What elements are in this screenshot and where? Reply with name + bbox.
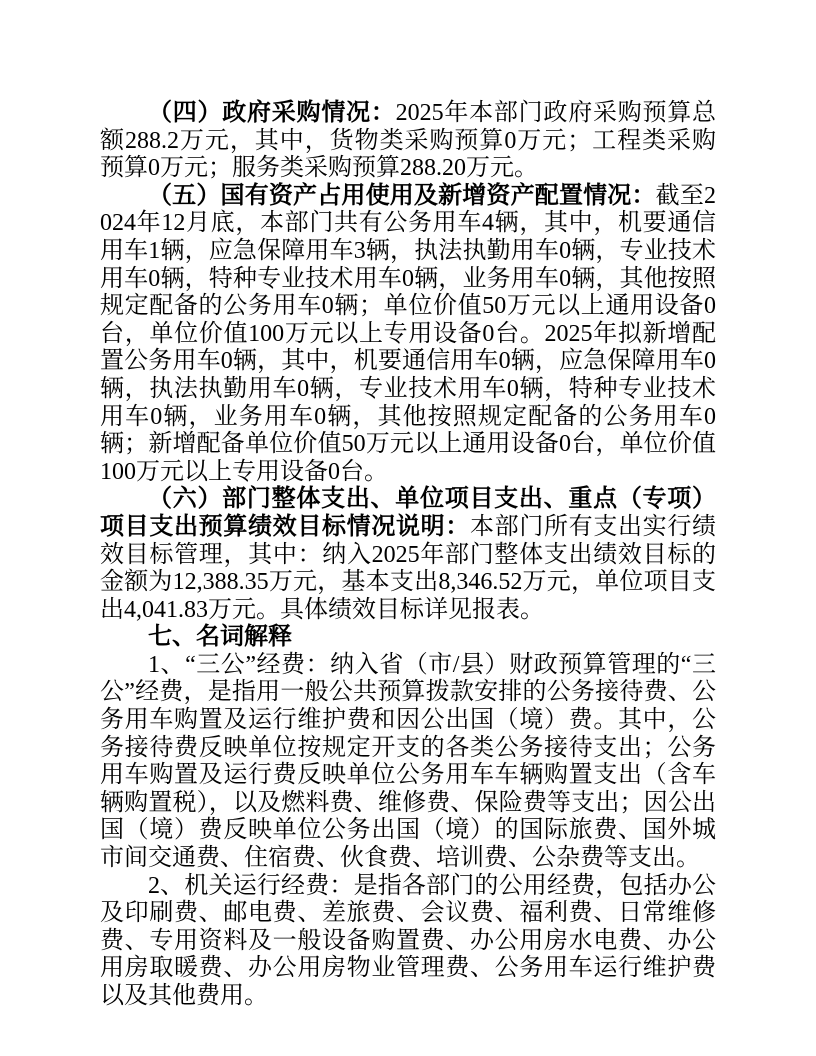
paragraph-state-assets xyxy=(100,183,716,487)
section-heading-glossary xyxy=(100,624,716,652)
paragraph-government-procurement xyxy=(100,100,716,183)
paragraph-heading: （五）国有资产占用使用及新增资产配置情况： xyxy=(148,182,656,209)
paragraph-heading: （四）政府采购情况： xyxy=(148,100,396,126)
paragraph-heading: 七、名词解释 xyxy=(148,624,292,651)
paragraph-text: 2、机关运行经费：是指各部门的公用经费，包括办公及印刷费、邮电费、差旅费、会议费、福利费、日常维修费、专用资料及一般设备购置费、办公用房水电费、办公用房取暖费、办公用房物业管理费、公务用车运行维护费以及其他费用。 xyxy=(100,872,716,1009)
paragraph-text: 截至2024年12月底，本部门共有公务用车4辆，其中，机要通信用车1辆，应急保障用车3辆，执法执勤用车0辆，专业技术用车0辆，特种专业技术用车0辆，业务用车0辆，其他按照规定配备的公务用车0辆；单位价值50万元以上通用设备0台，单位价值100万元以上专用设备0台。2025年拟新增配置公务用车0辆，其中，机要通信用车0辆，应急保障用车0辆，执法执勤用车0辆，专业技术用车0辆，特种专业技术用车0辆，业务用车0辆，其他按照规定配备的公务用车0辆；新增配备单位价值50万元以上通用设备0台，单位价值100万元以上专用设备0台。 xyxy=(100,182,717,485)
paragraph-heading: （六）部门整体支出、单位项目支出、重点（专项）项目支出预算绩效目标情况说明： xyxy=(100,486,716,540)
paragraph-agency-operating-funds xyxy=(100,873,716,1011)
paragraph-text: 1、“三公”经费：纳入省（市/县）财政预算管理的“三公”经费，是指用一般公共预算拨款安排的公务接待费、公务用车购置及运行维护费和因公出国（境）费。其中，公务接待费反映单位按规定开支的各类公务接待支出；公务用车购置及运行费反映单位公务用车车辆购置支出（含车辆购置税），以及燃料费、维修费、保险费等支出；因公出国（境）费反映单位公务出国（境）的国际旅费、国外城市间交通费、住宿费、伙食费、培训费、公杂费等支出。 xyxy=(100,651,716,872)
paragraph-performance-targets xyxy=(100,486,716,624)
paragraph-text: 2025年本部门政府采购预算总额288.2万元，其中，货物类采购预算0万元；工程类采购预算0万元；服务类采购预算288.20万元。 xyxy=(100,100,717,182)
document-body xyxy=(100,100,716,1011)
paragraph-three-public-funds xyxy=(100,652,716,873)
paragraph-text: 本部门所有支出实行绩效目标管理，其中：纳入2025年部门整体支出绩效目标的金额为12,388.35万元，基本支出8,346.52万元，单位项目支出4,041.83万元。具体绩效目标详见报表。 xyxy=(100,513,716,623)
